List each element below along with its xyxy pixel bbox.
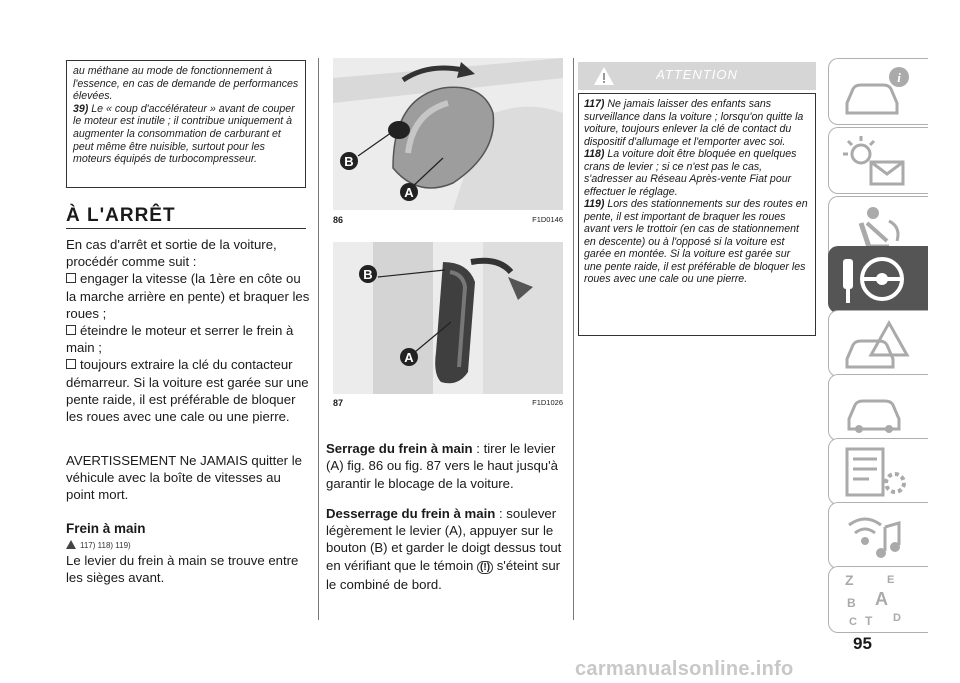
page-number: 95 bbox=[853, 634, 872, 653]
note-39 bbox=[73, 103, 299, 166]
note-117: 117) Ne jamais laisser des enfants sans surveillance dans la voiture ; lorsqu'on quitte la voiture, toujours enlever la clé de contact du dispositif d'allumage et l'emporter avec soi. bbox=[584, 98, 804, 148]
previous-notes-box bbox=[66, 60, 306, 188]
tab-emergency[interactable] bbox=[828, 310, 928, 377]
note-118: 118) La voiture doit être bloquée en quelques crans de levier ; si ce n'est pas le cas, s'adresser au Réseau Après-vente Fiat pour effectuer le réglage. bbox=[584, 148, 797, 198]
figure-86-callout-a: A bbox=[404, 185, 414, 200]
handbrake-operation-text bbox=[326, 427, 564, 606]
multimedia-icon bbox=[839, 507, 919, 567]
svg-text:i: i bbox=[897, 70, 901, 85]
svg-text:D: D bbox=[893, 612, 901, 624]
parking-instructions bbox=[66, 236, 310, 425]
section-title: À L'ARRÊT bbox=[66, 205, 176, 226]
figure-86-number: 86 bbox=[333, 215, 344, 225]
handbrake-lever-illustration-1 bbox=[333, 58, 563, 210]
figure-86-callout-b: B bbox=[344, 154, 354, 169]
svg-text:C: C bbox=[849, 616, 857, 628]
note-continuation: au méthane au mode de fonctionnement à l'essence, en cas de demande de performances élevées. bbox=[73, 65, 299, 103]
handbrake-location-text: Le levier du frein à main se trouve entre les sièges avant. bbox=[66, 553, 299, 586]
bullet-item-key: toujours extraire la clé du contacteur démarreur. Si la voiture est garée sur une pente raide, il est préférable de bloquer les roues avec une cale ou une pierre. bbox=[66, 357, 309, 425]
tab-starting-driving[interactable] bbox=[828, 246, 928, 313]
tab-index[interactable] bbox=[828, 566, 928, 633]
settings-list-icon bbox=[839, 443, 919, 503]
figure-86-caption bbox=[333, 215, 563, 225]
figure-87-image bbox=[333, 242, 563, 394]
handbrake-warning-refs: 117) 118) 119) bbox=[66, 540, 310, 550]
figure-86-image bbox=[333, 58, 563, 210]
tab-car-info[interactable] bbox=[828, 58, 928, 125]
desserrage-title: Desserrage du frein à main bbox=[326, 505, 496, 521]
handbrake-title: Frein à main bbox=[66, 521, 146, 536]
maintenance-car-icon bbox=[839, 379, 919, 439]
svg-text:Z: Z bbox=[845, 572, 854, 588]
serrage-title: Serrage du frein à main bbox=[326, 441, 473, 457]
handbrake-lever-illustration-2 bbox=[333, 242, 563, 394]
attention-notes-box bbox=[578, 93, 816, 336]
column-divider-1 bbox=[318, 58, 319, 620]
attention-title: ATTENTION bbox=[656, 67, 738, 82]
note-39-text: Le « coup d'accélérateur » avant de couper le moteur est inutile ; il contribue uniquement à augmenter la consommation de carburant et peut même être nuisible, surtout pour les moteurs équipés de turbocompresseur. bbox=[73, 102, 295, 166]
svg-text:E: E bbox=[887, 574, 895, 586]
tab-technical-data[interactable] bbox=[828, 438, 928, 505]
handbrake-section bbox=[66, 521, 310, 586]
svg-text:A: A bbox=[875, 589, 888, 609]
svg-text:T: T bbox=[865, 614, 873, 628]
figure-87-callout-a: A bbox=[404, 350, 414, 365]
note-39-number: 39) bbox=[73, 102, 89, 115]
tab-multimedia[interactable] bbox=[828, 502, 928, 569]
desserrage-paragraph: Desserrage du frein à main : soulever légèrement le levier (A), appuyer sur le bouton (B) et garder le doigt dessus tout en vérifiant que le témoin (!) s'éteint sur le combiné de bord. bbox=[326, 505, 562, 592]
intro-text: En cas d'arrêt et sortie de la voiture, procédér comme suit : bbox=[66, 237, 277, 270]
footer-watermark: carmanualsonline.info bbox=[575, 658, 794, 680]
car-info-icon bbox=[839, 63, 919, 123]
figure-87-caption bbox=[333, 398, 563, 408]
column-divider-2 bbox=[573, 58, 574, 620]
index-letters-icon bbox=[839, 571, 919, 631]
svg-text:B: B bbox=[847, 596, 856, 610]
brake-warning-lamp-icon: (!) bbox=[477, 561, 493, 574]
serrage-paragraph: Serrage du frein à main : tirer le levier (A) fig. 86 ou fig. 87 vers le haut jusqu'à garantir le blocage de la voiture. bbox=[326, 441, 558, 491]
warning-triangle-icon bbox=[66, 540, 76, 549]
steering-key-icon bbox=[837, 251, 917, 311]
bullet-item-gear: engager la vitesse (la 1ère en côte ou la marche arrière en pente) et braquer les roues ; bbox=[66, 271, 310, 321]
breakdown-icon bbox=[839, 315, 919, 375]
bullet-square-icon bbox=[66, 325, 76, 335]
note-119: 119) Lors des stationnements sur des routes en pente, il est important de braquer les roues avant vers le trottoir (en cas de stationnement en descente) ou à l'opposé si la voiture est garée en montée. Si la voiture est garée sur une pente raide, il est préférable de bloquer les roues avec une cale ou une pierre. bbox=[584, 198, 808, 285]
figure-87-callout-b: B bbox=[363, 267, 373, 282]
bullet-square-icon bbox=[66, 359, 76, 369]
tab-maintenance[interactable] bbox=[828, 374, 928, 441]
tab-warning-lights[interactable] bbox=[828, 127, 928, 194]
neutral-warning: AVERTISSEMENT Ne JAMAIS quitter le véhicule avec la boîte de vitesses au point mort. bbox=[66, 453, 302, 503]
section-divider bbox=[66, 228, 306, 229]
bullet-square-icon bbox=[66, 273, 76, 283]
bullet-item-engine: éteindre le moteur et serrer le frein à main ; bbox=[66, 323, 294, 356]
figure-87-number: 87 bbox=[333, 398, 344, 408]
warning-lights-icon bbox=[839, 132, 919, 192]
figure-86-code: F1D0146 bbox=[532, 215, 563, 224]
figure-87-code: F1D1026 bbox=[532, 398, 563, 407]
